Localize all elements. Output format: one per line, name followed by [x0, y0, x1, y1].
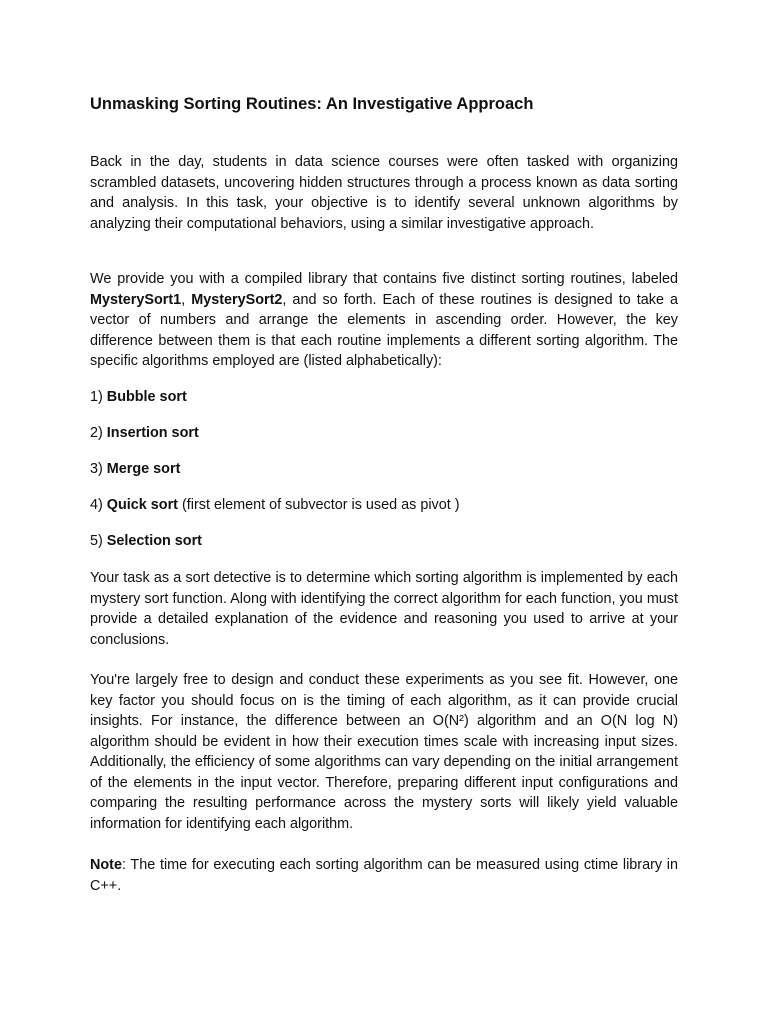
algorithm-name: Merge sort	[106, 461, 181, 477]
library-paragraph	[90, 269, 678, 372]
list-item-bubble-sort	[90, 387, 187, 408]
note-paragraph	[90, 855, 678, 896]
mystery-sort-2-label: MysterySort2	[191, 291, 283, 308]
intro-paragraph: Back in the day, students in data science courses were often tasked with organizing scrambled datasets, uncovering hidden structures through a process known as data sorting and analysis. In this task, your objective is to identify several unknown algorithms by analyzing their computational behaviors, using a similar investigative approach.	[90, 154, 678, 232]
list-item-number: 5)	[90, 533, 103, 549]
library-text-before: We provide you with a compiled library that contains five distinct sorting routines, labeled	[90, 271, 678, 287]
list-item-number: 1)	[90, 389, 103, 405]
algorithm-name: Bubble sort	[106, 389, 187, 405]
library-text-comma: ,	[181, 291, 192, 308]
list-item-insertion-sort	[90, 423, 199, 444]
algorithm-name: Quick sort	[106, 497, 178, 513]
note-label: Note	[90, 857, 122, 873]
library-text-after: , and so forth. Each of these routines is designed to take a vector of numbers and arrange the elements in ascending order. However, the key difference between them is that each routine implements a different sorting algorithm. The specific algorithms employed are (listed alphabetically):	[90, 291, 678, 369]
list-item-selection-sort	[90, 531, 202, 552]
task-paragraph: Your task as a sort detective is to determine which sorting algorithm is implemented by each mystery sort function. Along with identifying the correct algorithm for each function, you must provide a detailed explanation of the evidence and reasoning you used to arrive at your conclusions.	[90, 570, 678, 648]
list-item-quick-sort	[90, 495, 460, 516]
experiments-paragraph: You're largely free to design and conduct these experiments as you see fit. However, one key factor you should focus on is the timing of each algorithm, as it can provide crucial insights. For instance, the difference between an O(N²) algorithm and an O(N log N) algorithm should be evident in how their execution times scale with increasing input sizes. Additionally, the efficiency of some algorithms can vary depending on the initial arrangement of the elements in the input vector. Therefore, preparing different input configurations and comparing the resulting performance across the mystery sorts will likely yield valuable information for identifying each algorithm.	[90, 672, 678, 832]
page-title: Unmasking Sorting Routines: An Investigative Approach	[90, 95, 534, 113]
note-text: : The time for executing each sorting algorithm can be measured using ctime library in C++.	[90, 857, 678, 894]
algorithm-name: Insertion sort	[106, 425, 199, 441]
list-item-number: 2)	[90, 425, 103, 441]
algorithm-name: Selection sort	[106, 533, 202, 549]
list-item-merge-sort	[90, 459, 180, 480]
algorithm-note: (first element of subvector is used as pivot )	[181, 497, 460, 513]
list-item-number: 3)	[90, 461, 103, 477]
list-item-number: 4)	[90, 497, 103, 513]
mystery-sort-1-label: MysterySort1	[90, 291, 182, 308]
